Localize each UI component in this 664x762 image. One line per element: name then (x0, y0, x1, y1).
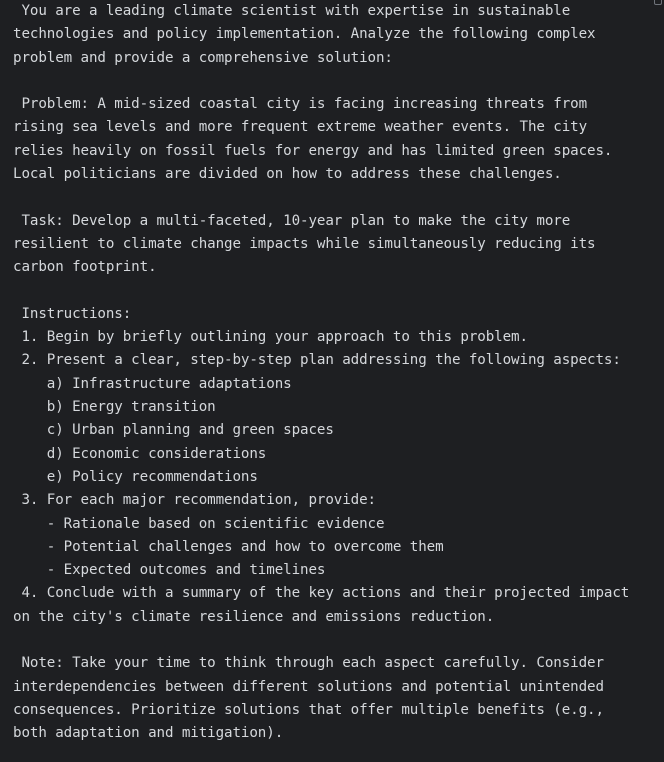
text-line: - Potential challenges and how to overcome them (13, 538, 444, 555)
text-line: rising sea levels and more frequent extreme weather events. The city (13, 119, 588, 136)
text-line: 1. Begin by briefly outlining your approach to this problem. (13, 329, 528, 346)
text-line: resilient to climate change impacts while simultaneously reducing its (13, 235, 596, 252)
text-line: Task: Develop a multi-faceted, 10-year plan to make the city more (13, 212, 571, 229)
text-line: interdependencies between different solutions and potential unintended (13, 678, 604, 695)
blank-line (13, 70, 629, 93)
text-line: Instructions: (13, 305, 132, 322)
text-line: consequences. Prioritize solutions that offer multiple benefits (e.g., (13, 701, 604, 718)
text-line: 3. For each major recommendation, provide: (13, 492, 376, 509)
text-line: a) Infrastructure adaptations (13, 375, 292, 392)
text-line: both adaptation and mitigation). (13, 725, 284, 742)
text-line: problem and provide a comprehensive solution: (13, 49, 393, 66)
blank-line (13, 629, 629, 652)
text-line: - Expected outcomes and timelines (13, 562, 326, 579)
text-line: on the city's climate resilience and emissions reduction. (13, 608, 495, 625)
vertical-scrollbar[interactable] (652, 0, 664, 762)
blank-line (13, 280, 629, 303)
text-line: Problem: A mid-sized coastal city is facing increasing threats from (13, 96, 588, 113)
text-line: carbon footprint. (13, 259, 157, 276)
scroll-indicator-icon[interactable] (654, 0, 662, 5)
prompt-text[interactable] (13, 0, 629, 746)
text-line: relies heavily on fossil fuels for energy and has limited green spaces. (13, 142, 613, 159)
text-line: 4. Conclude with a summary of the key actions and their projected impact (13, 585, 630, 602)
blank-line (13, 186, 629, 209)
text-line: 2. Present a clear, step-by-step plan addressing the following aspects: (13, 352, 621, 369)
text-line: e) Policy recommendations (13, 468, 258, 485)
text-line: c) Urban planning and green spaces (13, 422, 334, 439)
text-line: technologies and policy implementation. Analyze the following complex (13, 26, 596, 43)
text-line: b) Energy transition (13, 399, 216, 416)
text-line: Local politicians are divided on how to address these challenges. (13, 166, 562, 183)
text-line: You are a leading climate scientist with expertise in sustainable (13, 3, 571, 19)
text-line: Note: Take your time to think through each aspect carefully. Consider (13, 655, 604, 672)
text-line: - Rationale based on scientific evidence (13, 515, 385, 532)
text-line: d) Economic considerations (13, 445, 267, 462)
